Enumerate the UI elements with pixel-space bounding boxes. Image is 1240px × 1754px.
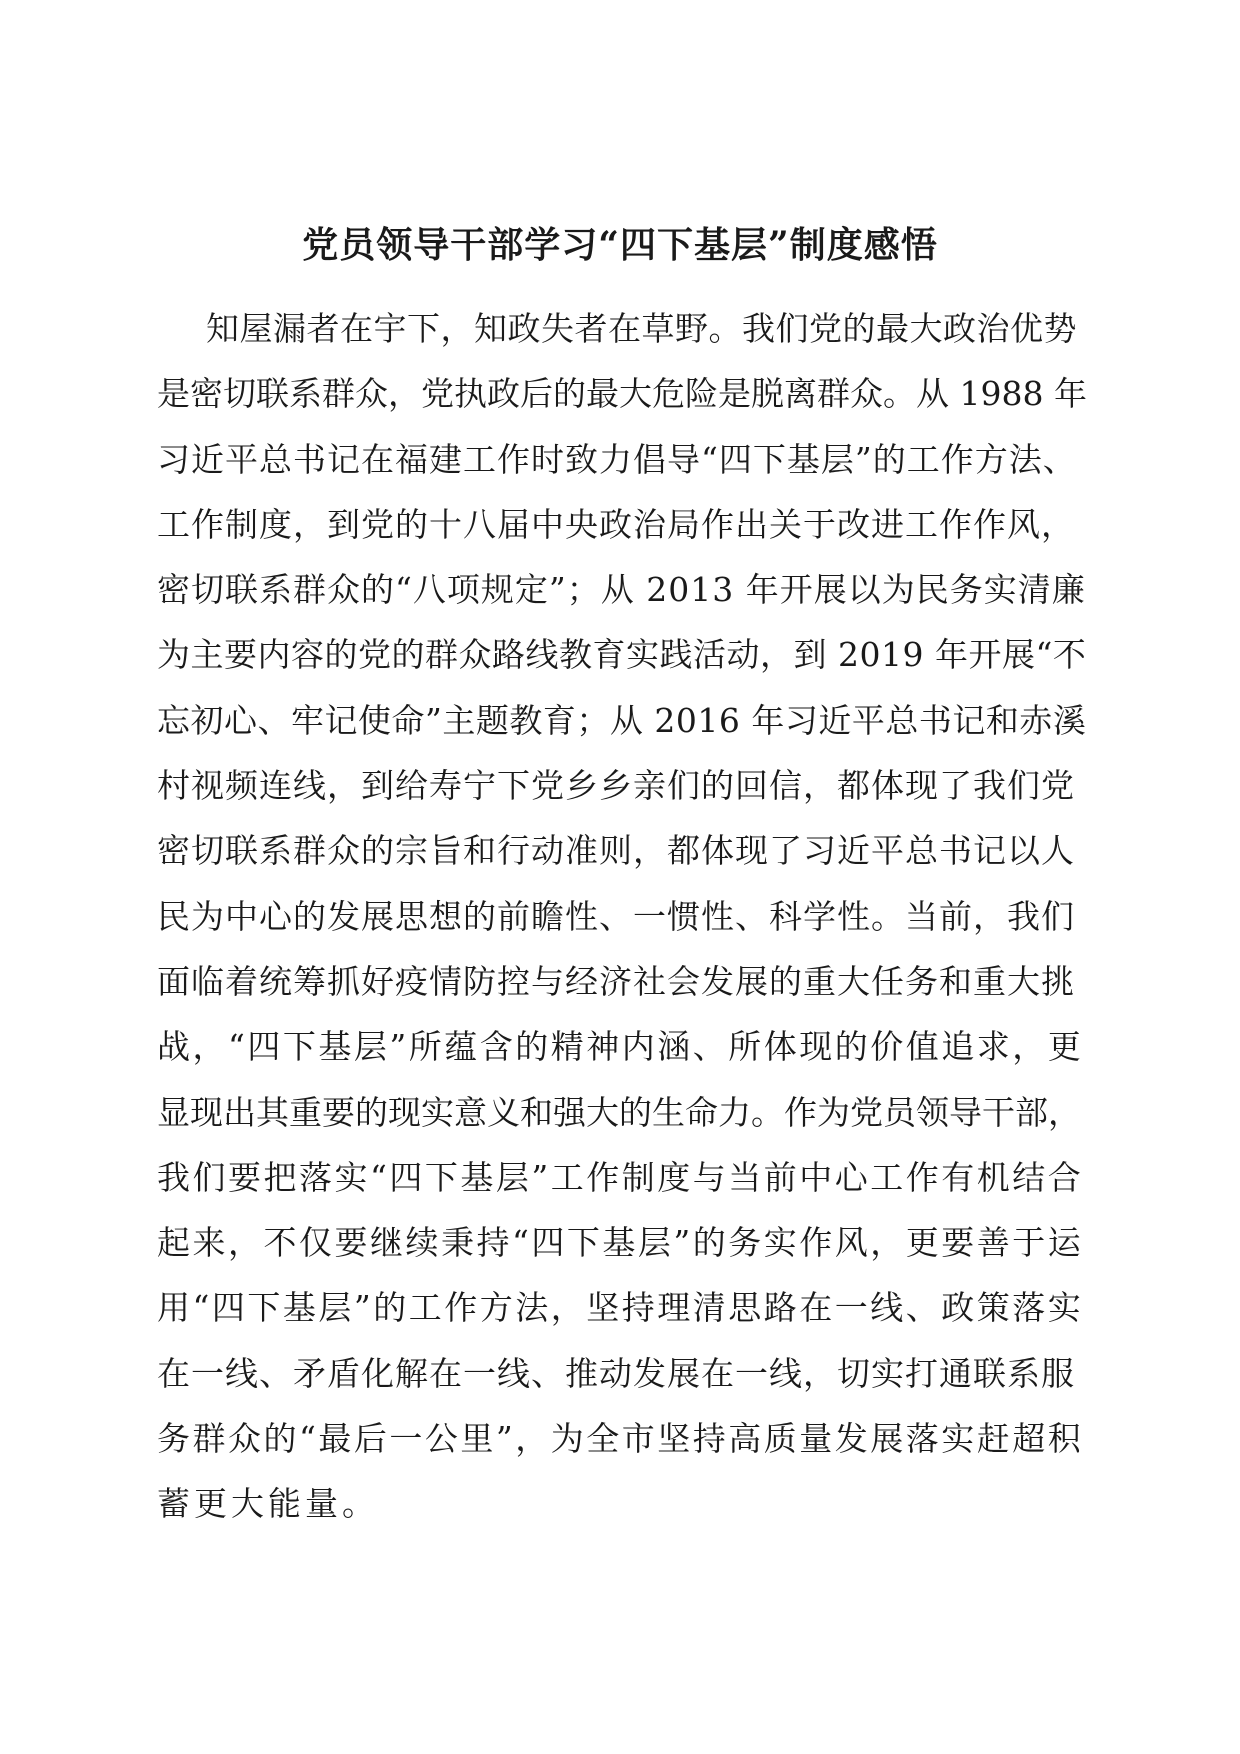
paragraph-line: 工作制度，到党的十八届中央政治局作出关于改进工作作风， [157,504,1075,544]
paragraph-line: 蓄更大能量。 [157,1484,379,1524]
paragraph-line: 密切联系群众的“八项规定”；从 2013 年开展以为民务实清廉 [157,570,1086,610]
paragraph-line: 用“四下基层”的工作方法，坚持理清思路在一线、政策落实 [157,1288,1084,1328]
paragraph-line: 是密切联系群众，党执政后的最大危险是脱离群众。从 1988 年 [157,374,1087,414]
paragraph-line: 起来，不仅要继续秉持“四下基层”的务实作风，更要善于运 [157,1223,1084,1263]
document-title: 党员领导干部学习“四下基层”制度感悟 [302,224,938,266]
paragraph-line: 我们要把落实“四下基层”工作制度与当前中心工作有机结合 [157,1157,1084,1197]
paragraph-line: 习近平总书记在福建工作时致力倡导“四下基层”的工作方法、 [157,439,1077,479]
paragraph-line: 为主要内容的党的群众路线教育实践活动，到 2019 年开展“不 [157,635,1087,675]
paragraph-line: 密切联系群众的宗旨和行动准则，都体现了习近平总书记以人 [157,831,1075,871]
paragraph-line: 战，“四下基层”所蕴含的精神内涵、所体现的价值追求，更 [157,1027,1084,1067]
paragraph-line: 务群众的“最后一公里”，为全市坚持高质量发展落实赶超积 [157,1419,1084,1459]
paragraph-line: 村视频连线，到给寿宁下党乡乡亲们的回信，都体现了我们党 [157,766,1075,806]
body-paragraph [157,296,1087,1537]
paragraph-line: 忘初心、牢记使命”主题教育；从 2016 年习近平总书记和赤溪 [157,700,1087,740]
paragraph-line: 在一线、矛盾化解在一线、推动发展在一线，切实打通联系服 [157,1353,1075,1393]
paragraph-line: 民为中心的发展思想的前瞻性、一惯性、科学性。当前，我们 [157,896,1075,936]
paragraph-line: 显现出其重要的现实意义和强大的生命力。作为党员领导干部， [157,1092,1081,1132]
paragraph-line: 面临着统筹抓好疫情防控与经济社会发展的重大任务和重大挑 [157,961,1075,1001]
paragraph-line: 知屋漏者在宇下，知政失者在草野。我们党的最大政治优势 [206,309,1077,348]
